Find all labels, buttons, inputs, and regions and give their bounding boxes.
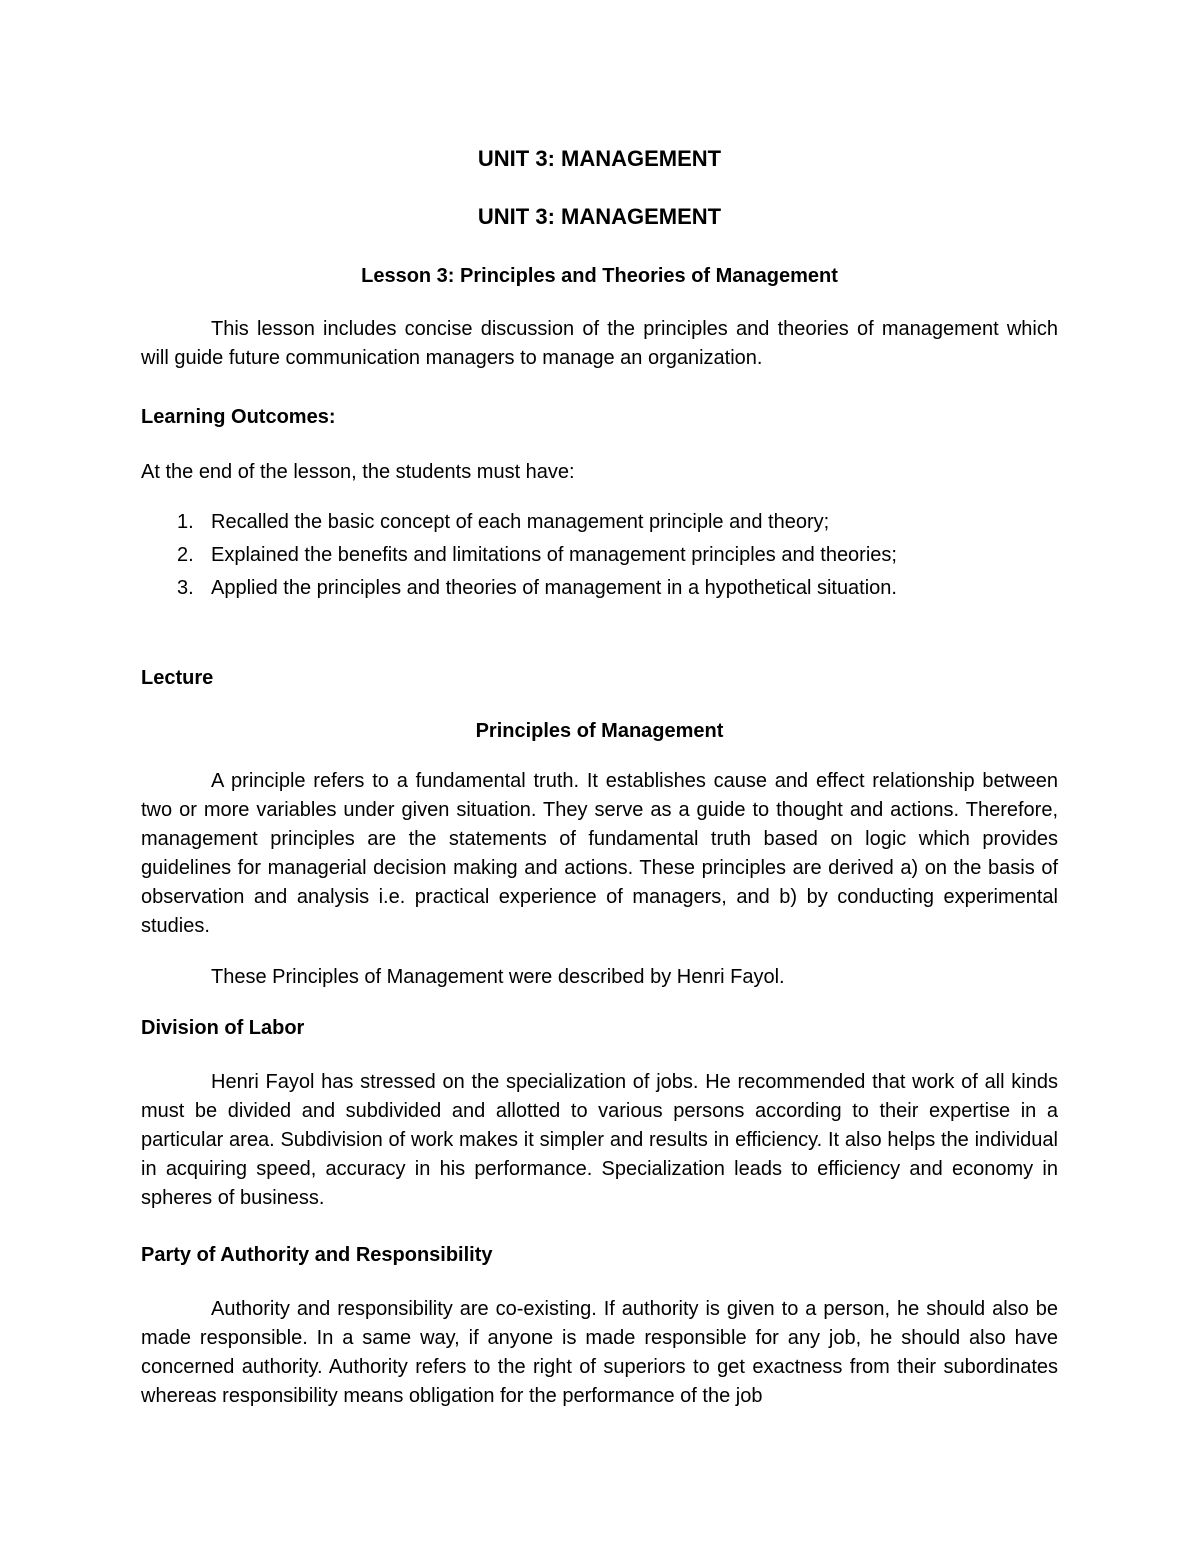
list-item-number: 2. [177,544,194,566]
unit-heading-repeat: UNIT 3: MANAGEMENT [477,204,722,229]
principle-paragraph: A principle refers to a fundamental truth. It establishes cause and effect relationship between two or more variables under given situation. They serve as a guide to thought and actions. Therefore, management principles are the statements of fundamental truth based on logic which provides guidelines for managerial decision making and actions. These principles are derived a) on the basis of observation and analysis i.e. practical experience of managers, and b) by conducting experimental studies. [141,770,1058,937]
list-item [141,506,1058,539]
list-item-text: Explained the benefits and limitations of management principles and theories; [211,544,897,566]
list-item-text: Applied the principles and theories of management in a hypothetical situation. [211,577,897,599]
intro-paragraph: This lesson includes concise discussion of the principles and theories of management which will guide future communication managers to manage an organization. [141,318,1058,369]
fayol-paragraph: These Principles of Management were described by Henri Fayol. [211,966,785,988]
list-item-number: 3. [177,577,194,599]
authority-heading: Party of Authority and Responsibility [141,1244,493,1266]
list-item-text: Recalled the basic concept of each management principle and theory; [211,511,830,533]
lecture-heading: Lecture [141,667,214,689]
authority-paragraph: Authority and responsibility are co-existing. If authority is given to a person, he should also be made responsible. In a same way, if anyone is made responsible for any job, he should also have concerned authority. Authority refers to the right of superiors to get exactness from their subordinates whereas responsibility means obligation for the performance of the job [141,1298,1058,1407]
list-item [141,539,1058,572]
list-item-number: 1. [177,511,194,533]
learning-outcomes-heading: Learning Outcomes: [141,406,336,428]
lesson-title: Lesson 3: Principles and Theories of Management [361,265,838,287]
unit-heading: UNIT 3: MANAGEMENT [477,146,722,171]
division-heading: Division of Labor [141,1017,305,1039]
list-item [141,572,1058,605]
division-paragraph: Henri Fayol has stressed on the specialization of jobs. He recommended that work of all kinds must be divided and subdivided and allotted to various persons according to their expertise in a particular area. Subdivision of work makes it simpler and results in efficiency. It also helps the individual in acquiring speed, accuracy in his performance. Specialization leads to efficiency and economy in spheres of business. [141,1071,1058,1209]
principles-heading: Principles of Management [475,720,724,742]
outcomes-list [141,506,1058,605]
outcomes-lead: At the end of the lesson, the students must have: [141,461,575,483]
